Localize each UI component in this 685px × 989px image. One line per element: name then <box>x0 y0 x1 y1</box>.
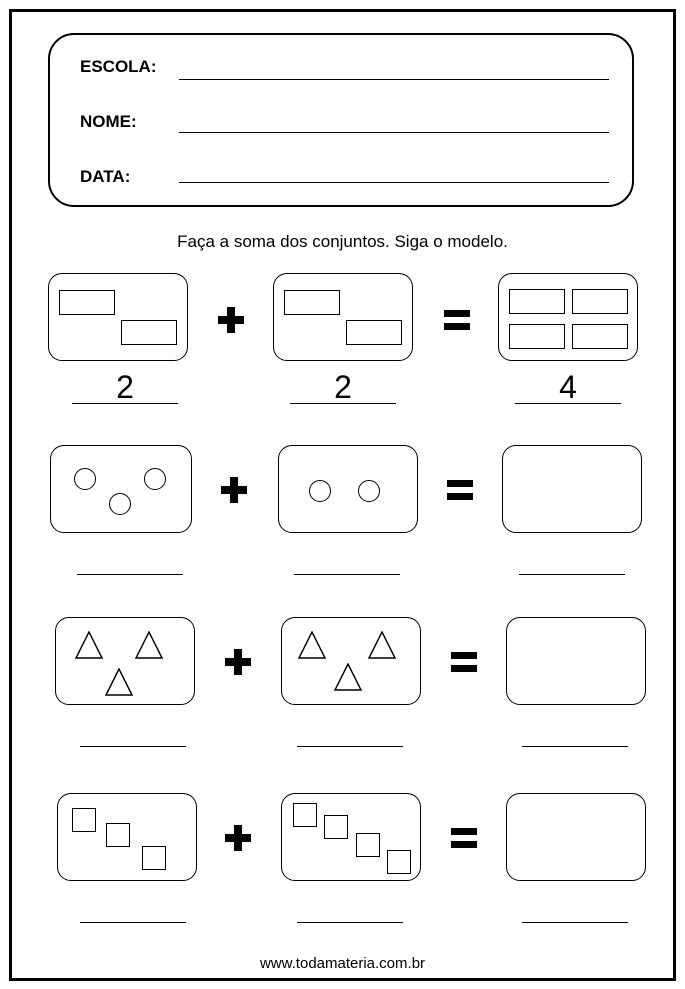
rectangle-shape <box>121 320 177 345</box>
answer-right-row1: 2 <box>334 369 352 405</box>
set-result-row2[interactable] <box>502 445 642 533</box>
set-left-row2 <box>50 445 192 533</box>
answer-result-row1: 4 <box>559 369 577 405</box>
answer-line-right-row1[interactable] <box>290 403 396 404</box>
equals-icon <box>443 308 471 332</box>
rectangle-shape <box>509 289 565 314</box>
circle-shape <box>109 493 131 515</box>
set-result-row1 <box>498 273 638 361</box>
set-result-row4[interactable] <box>506 793 646 881</box>
square-shape <box>106 823 130 847</box>
rectangle-shape <box>284 290 340 315</box>
answer-line-result-row3[interactable] <box>522 746 628 747</box>
rectangle-shape <box>572 289 628 314</box>
answer-line-result-row4[interactable] <box>522 922 628 923</box>
circle-shape <box>358 480 380 502</box>
answer-left-row1: 2 <box>116 369 134 405</box>
answer-line-right-row2[interactable] <box>294 574 400 575</box>
school-label: ESCOLA: <box>80 57 157 76</box>
school-field[interactable] <box>179 79 609 80</box>
answer-line-result-row1[interactable] <box>515 403 621 404</box>
set-right-row3 <box>281 617 421 705</box>
triangle-shape <box>334 663 362 691</box>
equals-icon <box>450 650 478 674</box>
set-right-row2 <box>278 445 418 533</box>
name-field[interactable] <box>179 132 609 133</box>
date-field[interactable] <box>179 182 609 183</box>
circle-shape <box>74 468 96 490</box>
triangle-shape <box>298 631 326 659</box>
triangle-shape <box>368 631 396 659</box>
date-label: DATA: <box>80 167 131 186</box>
square-shape <box>142 846 166 870</box>
rectangle-shape <box>346 320 402 345</box>
answer-line-left-row3[interactable] <box>80 746 186 747</box>
name-label: NOME: <box>80 112 137 131</box>
set-left-row3 <box>55 617 195 705</box>
answer-line-left-row1[interactable] <box>72 403 178 404</box>
plus-icon <box>224 648 252 676</box>
square-shape <box>356 833 380 857</box>
answer-line-result-row2[interactable] <box>519 574 625 575</box>
set-result-row3[interactable] <box>506 617 646 705</box>
equals-icon <box>450 826 478 850</box>
circle-shape <box>309 480 331 502</box>
rectangle-shape <box>59 290 115 315</box>
square-shape <box>387 850 411 874</box>
set-right-row1 <box>273 273 413 361</box>
answer-line-right-row4[interactable] <box>297 922 403 923</box>
answer-line-left-row4[interactable] <box>80 922 186 923</box>
instruction-text: Faça a soma dos conjuntos. Siga o modelo. <box>177 232 508 251</box>
set-left-row4 <box>57 793 197 881</box>
rectangle-shape <box>509 324 565 349</box>
circle-shape <box>144 468 166 490</box>
plus-icon <box>220 476 248 504</box>
website-footer: www.todamateria.com.br <box>259 955 426 972</box>
square-shape <box>72 808 96 832</box>
triangle-shape <box>75 631 103 659</box>
square-shape <box>324 815 348 839</box>
set-left-row1 <box>48 273 188 361</box>
plus-icon <box>217 306 245 334</box>
triangle-shape <box>105 668 133 696</box>
answer-line-right-row3[interactable] <box>297 746 403 747</box>
square-shape <box>293 803 317 827</box>
rectangle-shape <box>572 324 628 349</box>
plus-icon <box>224 824 252 852</box>
set-right-row4 <box>281 793 421 881</box>
equals-icon <box>446 478 474 502</box>
answer-line-left-row2[interactable] <box>77 574 183 575</box>
triangle-shape <box>135 631 163 659</box>
